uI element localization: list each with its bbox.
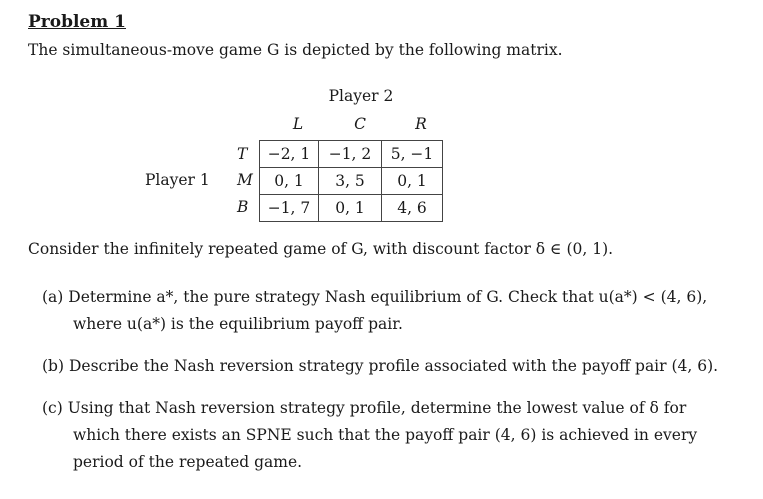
row-label-t: T: [237, 145, 248, 163]
payoff-cell-b-l: −1, 7: [260, 195, 319, 222]
payoff-matrix: [259, 140, 443, 222]
part-c-line3: period of the repeated game.: [73, 453, 303, 471]
row-label-m: M: [237, 171, 253, 189]
part-b-line1: Describe the Nash reversion strategy profile associated with the payoff pair (4, 6).: [68, 357, 719, 375]
part-a-label: (a): [42, 288, 64, 306]
payoff-cell-m-r: 0, 1: [382, 168, 443, 195]
matrix-row-m: [260, 168, 443, 195]
consider-text: Consider the infinitely repeated game of G, with discount factor δ ∈ (0, 1).: [28, 240, 614, 258]
intro-text: The simultaneous-move game G is depicted by the following matrix.: [28, 41, 563, 59]
part-c-label: (c): [42, 399, 63, 417]
matrix-row-t: [260, 141, 443, 168]
column-label-c: C: [354, 115, 366, 133]
player2-label: Player 2: [328, 87, 394, 105]
payoff-cell-t-l: −2, 1: [260, 141, 319, 168]
part-c: [42, 399, 686, 417]
part-c-line1: Using that Nash reversion strategy profile, determine the lowest value of δ for: [67, 399, 687, 417]
part-b: [42, 357, 718, 375]
problem-title: Problem 1: [28, 12, 126, 32]
part-a-line1: Determine a*, the pure strategy Nash equilibrium of G. Check that u(a*) < (4, 6),: [68, 288, 708, 306]
payoff-cell-b-r: 4, 6: [382, 195, 443, 222]
part-b-label: (b): [42, 357, 65, 375]
payoff-cell-m-l: 0, 1: [260, 168, 319, 195]
matrix-row-b: [260, 195, 443, 222]
payoff-cell-t-r: 5, −1: [382, 141, 443, 168]
payoff-cell-b-c: 0, 1: [319, 195, 382, 222]
payoff-cell-t-c: −1, 2: [319, 141, 382, 168]
player1-label: Player 1: [145, 171, 210, 189]
part-a-line2: where u(a*) is the equilibrium payoff pair.: [73, 315, 403, 333]
column-label-l: L: [292, 115, 304, 133]
part-c-line2: which there exists an SPNE such that the payoff pair (4, 6) is achieved in every: [73, 426, 698, 444]
part-a: [42, 288, 707, 306]
payoff-cell-m-c: 3, 5: [319, 168, 382, 195]
column-label-r: R: [415, 115, 427, 133]
row-label-b: B: [237, 198, 249, 216]
